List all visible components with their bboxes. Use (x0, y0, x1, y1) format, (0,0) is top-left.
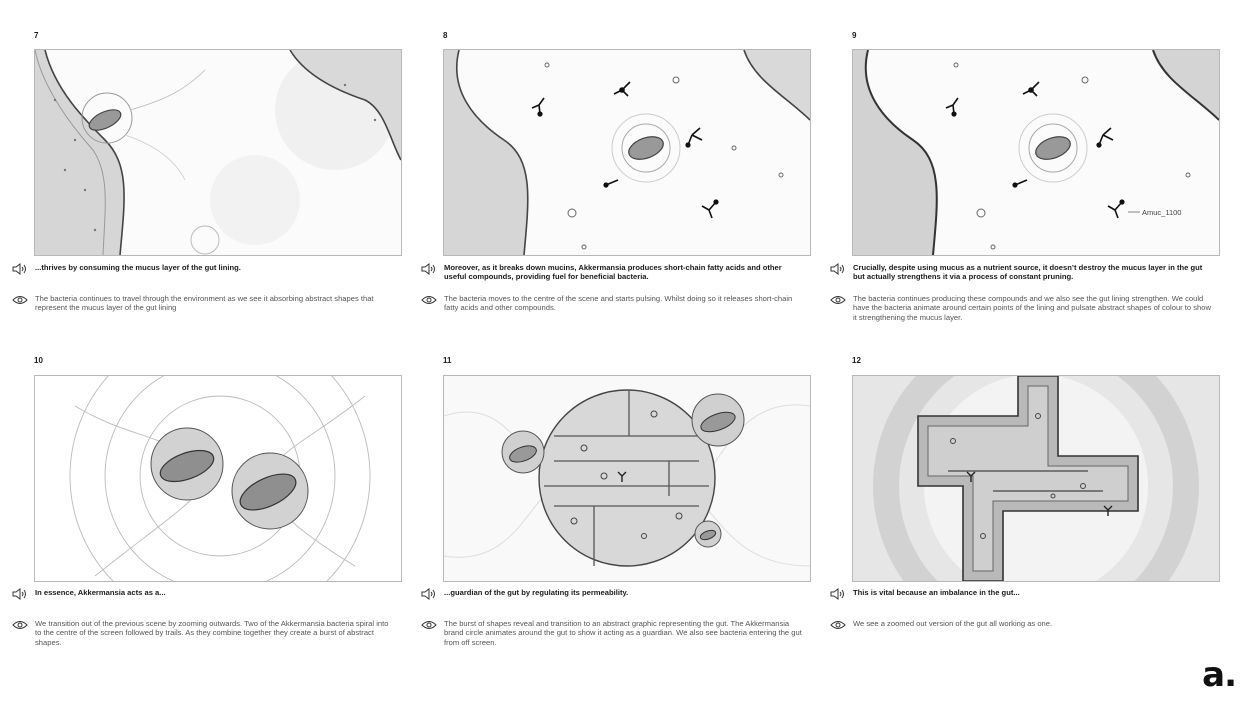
description-row (12, 619, 395, 647)
sketch-frame (34, 375, 402, 582)
sketch-frame (852, 375, 1220, 582)
speaker-icon (830, 263, 846, 275)
brand-logo: a. (1202, 655, 1236, 695)
panel-number: 9 (852, 31, 857, 40)
description-row (830, 294, 1213, 322)
voiceover-text: This is vital because an imbalance in the gut... (853, 588, 1020, 597)
eye-icon (830, 619, 846, 631)
panel-number: 7 (34, 31, 39, 40)
compounds-sketch (444, 50, 810, 255)
panel-number: 11 (443, 356, 452, 365)
voiceover-row (830, 588, 1213, 600)
description-text: The bacteria continues to travel through the environment as we see it absorbing abstract shapes that represent the mucus layer of the gut lining (35, 294, 374, 313)
sketch-frame (443, 49, 811, 256)
description-row (830, 619, 1213, 631)
description-row (421, 294, 804, 313)
speaker-icon (830, 588, 846, 600)
zoomed-gut-sketch (853, 376, 1219, 581)
annotation-label: Amuc_1100 (1142, 208, 1182, 217)
voiceover-row (12, 263, 395, 275)
speaker-icon (421, 588, 437, 600)
eye-icon (830, 294, 846, 306)
description-text: The bacteria moves to the centre of the scene and starts pulsing. Whilst doing so it releases short-chain fatty acids and other compounds. (444, 294, 793, 313)
description-text: We transition out of the previous scene by zooming outwards. Two of the Akkermansia bacteria spiral into to the centre of the screen followed by trails. As they combine together they create a burst of abstract shapes. (35, 619, 389, 647)
description-row (12, 294, 395, 313)
voiceover-text: ...thrives by consuming the mucus layer of the gut lining. (35, 263, 241, 272)
sketch-frame (852, 49, 1220, 256)
sketch-frame (443, 375, 811, 582)
panel-number: 8 (443, 31, 448, 40)
gut-lining-sketch (35, 50, 401, 255)
speaker-icon (12, 263, 28, 275)
eye-icon (12, 619, 28, 631)
description-text: The bacteria continues producing these compounds and we also see the gut lining strengthen. We could have the bacteria animate around certain points of the lining and pulsate abstract shapes of colour to show it strengthening the mucus layer. (853, 294, 1211, 322)
panel-number: 12 (852, 356, 861, 365)
eye-icon (421, 294, 437, 306)
voiceover-text: Moreover, as it breaks down mucins, Akkermansia produces short-chain fatty acids and other useful compounds, providing fuel for beneficial bacteria. (444, 263, 782, 281)
description-text: The burst of shapes reveal and transition to an abstract graphic representing the gut. The Akkermansia brand circle animates around the gut to show it acting as a guardian. We also see bacteria entering the gut from off screen. (444, 619, 802, 647)
speaker-icon (421, 263, 437, 275)
eye-icon (421, 619, 437, 631)
strengthening-sketch (853, 50, 1219, 255)
panel-number: 10 (34, 356, 43, 365)
speaker-icon (12, 588, 28, 600)
voiceover-row (421, 588, 804, 600)
description-text: We see a zoomed out version of the gut all working as one. (853, 619, 1053, 628)
spiral-sketch (35, 376, 401, 581)
sketch-frame (34, 49, 402, 256)
description-row (421, 619, 804, 647)
voiceover-text: Crucially, despite using mucus as a nutrient source, it doesn’t destroy the mucus layer in the gut but actually strengthens it via a process of constant pruning. (853, 263, 1203, 281)
voiceover-text: In essence, Akkermansia acts as a... (35, 588, 166, 597)
voiceover-text: ...guardian of the gut by regulating its permeability. (444, 588, 629, 597)
gut-circle-sketch (444, 376, 810, 581)
voiceover-row (421, 263, 804, 281)
eye-icon (12, 294, 28, 306)
voiceover-row (12, 588, 395, 600)
voiceover-row (830, 263, 1213, 281)
